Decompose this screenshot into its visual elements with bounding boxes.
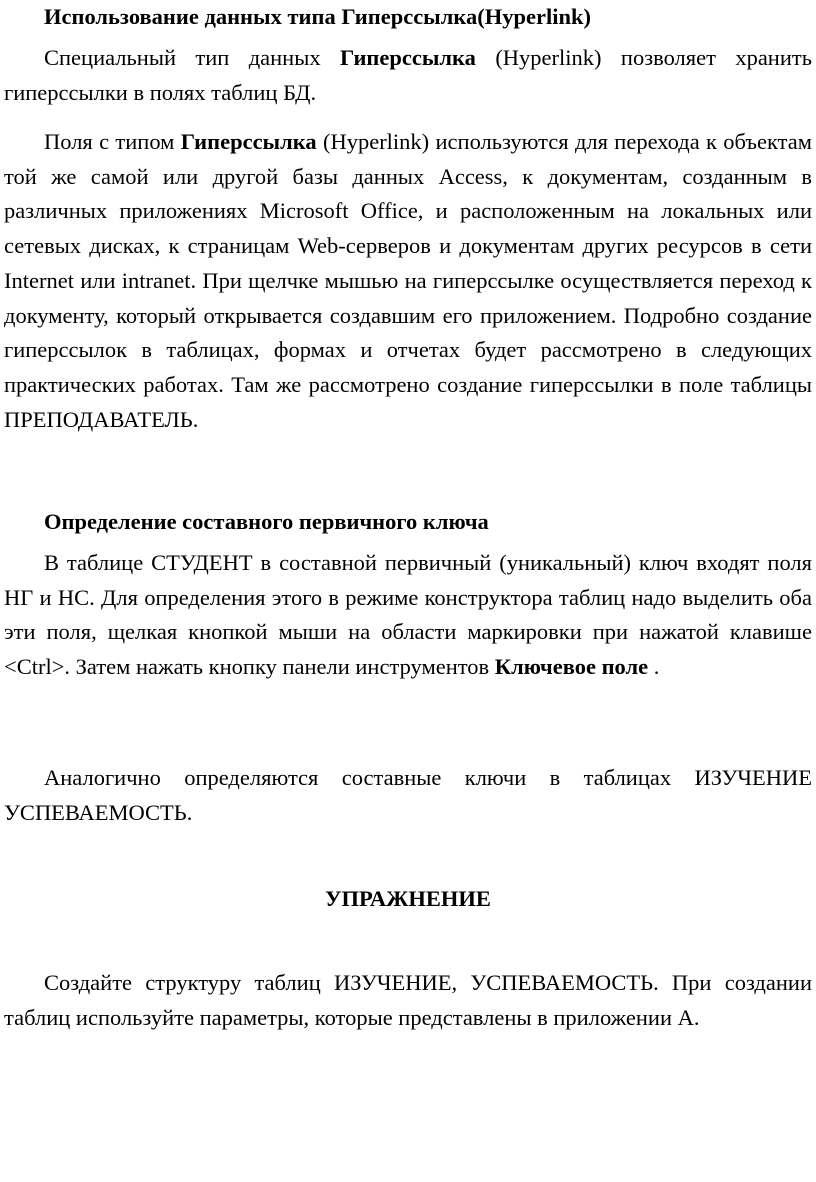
similar-keys-paragraph: Аналогично определяются составные ключи в таблицах ИЗУЧЕНИЕ УСПЕВАЕМОСТЬ. (4, 765, 812, 825)
hyperlink-usage-text-before: Поля с типом (44, 129, 181, 154)
composite-key-text-before: В таблице СТУДЕНТ в составной первичный (уникальный) ключ входят поля НГ и НС. Для определения этого в режиме конструктора таблиц надо выделить оба эти поля, щелкая кнопкой мыши на области маркировки при нажатой клавише <Ctrl>. Затем нажать кнопку панели инструментов (4, 550, 812, 680)
hyperlink-usage-bold-term: Гиперссылка (180, 129, 317, 154)
exercise-paragraph: Создайте структуру таблиц ИЗУЧЕНИЕ, УСПЕВАЕМОСТЬ. При создании таблиц используйте параметры, которые представлены в приложении А. (4, 970, 812, 1030)
exercise-heading: УПРАЖНЕНИЕ (325, 886, 491, 911)
composite-key-text-after: . (648, 654, 660, 680)
composite-key-paragraph (4, 546, 812, 685)
hyperlink-section-heading: Использование данных типа Гиперссылка(Hyperlink) (44, 4, 591, 29)
key-field-bold-term: Ключевое поле (494, 654, 649, 680)
composite-key-section-heading: Определение составного первичного ключа (44, 509, 489, 534)
hyperlink-intro-paragraph (4, 41, 812, 110)
hyperlink-intro-text-before: Специальный тип данных (44, 45, 340, 70)
hyperlink-intro-bold-term: Гиперссылка (339, 45, 476, 70)
hyperlink-intro-text-after: (Hyperlink) позволяет хранить гиперссылки в полях таблиц БД. (4, 45, 812, 105)
hyperlink-usage-text-after: (Hyperlink) используются для перехода к объектам той же самой или другой базы данных Access, к документам, созданным в различных приложениях Microsoft Office, и расположенным на локальных или сетевых дисках, к страницам Web-серверов и документам других ресурсов в сети Internet или intranet. При щелчке мышью на гиперссылке осуществляется переход к документу, который открывается создавшим его приложением. Подробно создание гиперссылок в таблицах, формах и отчетах будет рассмотрено в следующих практических работах. Там же рассмотрено создание гиперссылки в поле таблицы ПРЕПОДАВАТЕЛЬ. (4, 129, 812, 432)
hyperlink-usage-paragraph (4, 125, 812, 437)
